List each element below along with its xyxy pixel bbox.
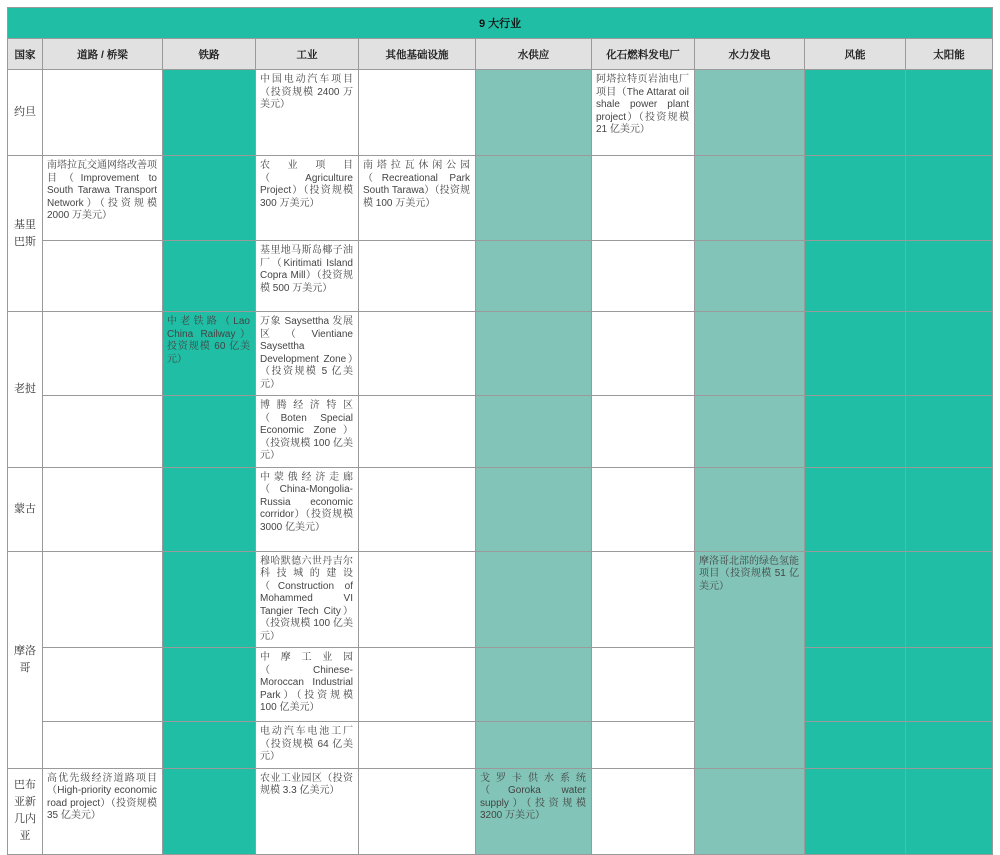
- empty-cell: [805, 312, 906, 396]
- empty-cell: [43, 722, 163, 769]
- empty-cell: [695, 312, 805, 396]
- empty-cell: [476, 70, 592, 156]
- empty-cell: [359, 241, 476, 312]
- header-hydropower: 水力发电: [695, 39, 805, 70]
- project-cell: 农业工业园区（投资规模 3.3 亿美元）: [256, 768, 359, 854]
- empty-cell: [805, 156, 906, 241]
- empty-cell: [592, 396, 695, 468]
- empty-cell: [359, 70, 476, 156]
- empty-cell: [592, 241, 695, 312]
- empty-cell: [695, 467, 805, 551]
- empty-cell: [592, 768, 695, 854]
- table-row: [8, 241, 993, 312]
- country-cell: [8, 312, 43, 468]
- table-row: [8, 551, 993, 648]
- empty-cell: [906, 241, 993, 312]
- header-industry: 工业: [256, 39, 359, 70]
- empty-cell: [476, 551, 592, 648]
- country-kiribati: 基里巴斯: [14, 218, 36, 248]
- header-wind: 风能: [805, 39, 906, 70]
- empty-cell: [805, 396, 906, 468]
- empty-cell: [906, 396, 993, 468]
- country-papua-new-guinea: 巴布亚新几内亚: [14, 779, 36, 842]
- country-morocco: 摩洛哥: [14, 644, 36, 674]
- header-solar: 太阳能: [906, 39, 993, 70]
- empty-cell: [163, 768, 256, 854]
- country-cell: [8, 768, 43, 854]
- project-cell: 南塔拉瓦交通网络改善项目（Improvement to South Tarawa Transport Network）（投资规模 2000 万美元）: [43, 156, 163, 241]
- empty-cell: [43, 312, 163, 396]
- empty-cell: [695, 156, 805, 241]
- header-row: [8, 39, 993, 70]
- empty-cell: [805, 241, 906, 312]
- empty-cell: [476, 312, 592, 396]
- table-row: [8, 648, 993, 722]
- project-cell: 中摩工业园（Chinese-Moroccan Industrial Park）（投资规模 100 亿美元）: [256, 648, 359, 722]
- empty-cell: [163, 241, 256, 312]
- empty-cell: [43, 241, 163, 312]
- project-cell: 中蒙俄经济走廊（China-Mongolia-Russia economic corridor）（投资规模 3000 亿美元）: [256, 467, 359, 551]
- header-country: 国家: [8, 39, 43, 70]
- header-road-bridge: 道路 / 桥梁: [43, 39, 163, 70]
- empty-cell: [805, 551, 906, 648]
- empty-cell: [906, 768, 993, 854]
- project-cell: 电动汽车电池工厂（投资规模 64 亿美元）: [256, 722, 359, 769]
- empty-cell: [43, 551, 163, 648]
- table-row: [8, 312, 993, 396]
- country-cell: [8, 156, 43, 312]
- empty-cell: [163, 467, 256, 551]
- project-cell: 南塔拉瓦休闲公园（Recreational Park South Tarawa）（投资规模 100 万美元）: [359, 156, 476, 241]
- empty-cell: [359, 768, 476, 854]
- table-row: [8, 70, 993, 156]
- header-railway: 铁路: [163, 39, 256, 70]
- empty-cell: [476, 722, 592, 769]
- empty-cell: [163, 156, 256, 241]
- empty-cell: [163, 722, 256, 769]
- empty-cell: [163, 648, 256, 722]
- project-cell: 阿塔拉特页岩油电厂项目（The Attarat oil shale power plant project）（投资规模 21 亿美元）: [592, 70, 695, 156]
- table-row: [8, 722, 993, 769]
- empty-cell: [476, 648, 592, 722]
- empty-cell: [592, 722, 695, 769]
- empty-cell: [906, 312, 993, 396]
- empty-cell: [592, 312, 695, 396]
- empty-cell: [906, 156, 993, 241]
- empty-cell: [805, 722, 906, 769]
- empty-cell: [359, 648, 476, 722]
- empty-cell: [695, 70, 805, 156]
- empty-cell: [359, 467, 476, 551]
- country-laos: 老挝: [14, 382, 36, 395]
- header-fossil-fuel-plant: 化石燃料发电厂: [592, 39, 695, 70]
- project-cell: 戈罗卡供水系统（Goroka water supply）（投资规模 3200 万美元）: [476, 768, 592, 854]
- empty-cell: [592, 156, 695, 241]
- project-cell: 穆哈默德六世丹吉尔科技城的建设（Construction of Mohammed VI Tangier Tech City）（投资规模 100 亿美元）: [256, 551, 359, 648]
- empty-cell: [906, 467, 993, 551]
- empty-cell: [476, 241, 592, 312]
- empty-cell: [695, 768, 805, 854]
- project-cell: 基里地马斯岛椰子油厂（Kiritimati Island Copra Mill）（投资规模 500 万美元）: [256, 241, 359, 312]
- project-cell: 博腾经济特区（Boten Special Economic Zone）（投资规模 100 亿美元）: [256, 396, 359, 468]
- empty-cell: [805, 467, 906, 551]
- empty-cell: [476, 396, 592, 468]
- empty-cell: [163, 551, 256, 648]
- table-title: 9 大行业: [8, 8, 993, 39]
- empty-cell: [592, 551, 695, 648]
- empty-cell: [476, 156, 592, 241]
- empty-cell: [805, 648, 906, 722]
- empty-cell: [359, 722, 476, 769]
- empty-cell: [43, 467, 163, 551]
- project-cell: 中国电动汽车项目（投资规模 2400 万美元）: [256, 70, 359, 156]
- project-cell: 中老铁路（Lao China Railway）投资规模 60 亿美元）: [163, 312, 256, 396]
- empty-cell: [695, 241, 805, 312]
- table-row: [8, 156, 993, 241]
- country-cell: [8, 551, 43, 768]
- empty-cell: [43, 396, 163, 468]
- empty-cell: [359, 551, 476, 648]
- empty-cell: [592, 648, 695, 722]
- empty-cell: [592, 467, 695, 551]
- header-other-infrastructure: 其他基础设施: [359, 39, 476, 70]
- country-jordan: 约旦: [14, 106, 36, 118]
- empty-cell: [906, 722, 993, 769]
- table-row: [8, 396, 993, 468]
- empty-cell: [476, 467, 592, 551]
- empty-cell: [359, 396, 476, 468]
- empty-cell: [43, 648, 163, 722]
- empty-cell: [906, 648, 993, 722]
- table-row: [8, 467, 993, 551]
- project-cell: 高优先级经济道路项目（High-priority economic road project）（投资规模 35 亿美元）: [43, 768, 163, 854]
- project-cell: 摩洛哥北部的绿色氢能项目（投资规模 51 亿美元）: [695, 551, 805, 768]
- empty-cell: [805, 768, 906, 854]
- country-cell: [8, 70, 43, 156]
- empty-cell: [906, 70, 993, 156]
- project-cell: 农业项目（Agriculture Project）（投资规模 300 万美元）: [256, 156, 359, 241]
- empty-cell: [163, 70, 256, 156]
- empty-cell: [906, 551, 993, 648]
- country-cell: [8, 467, 43, 551]
- country-mongolia: 蒙古: [14, 502, 36, 515]
- investment-table: [7, 7, 993, 855]
- header-water-supply: 水供应: [476, 39, 592, 70]
- empty-cell: [805, 70, 906, 156]
- table-row: [8, 768, 993, 854]
- project-cell: 万象 Saysettha 发展区（Vientiane Saysettha Development Zone）（投资规模 5 亿美元）: [256, 312, 359, 396]
- empty-cell: [359, 312, 476, 396]
- empty-cell: [695, 396, 805, 468]
- empty-cell: [43, 70, 163, 156]
- empty-cell: [163, 396, 256, 468]
